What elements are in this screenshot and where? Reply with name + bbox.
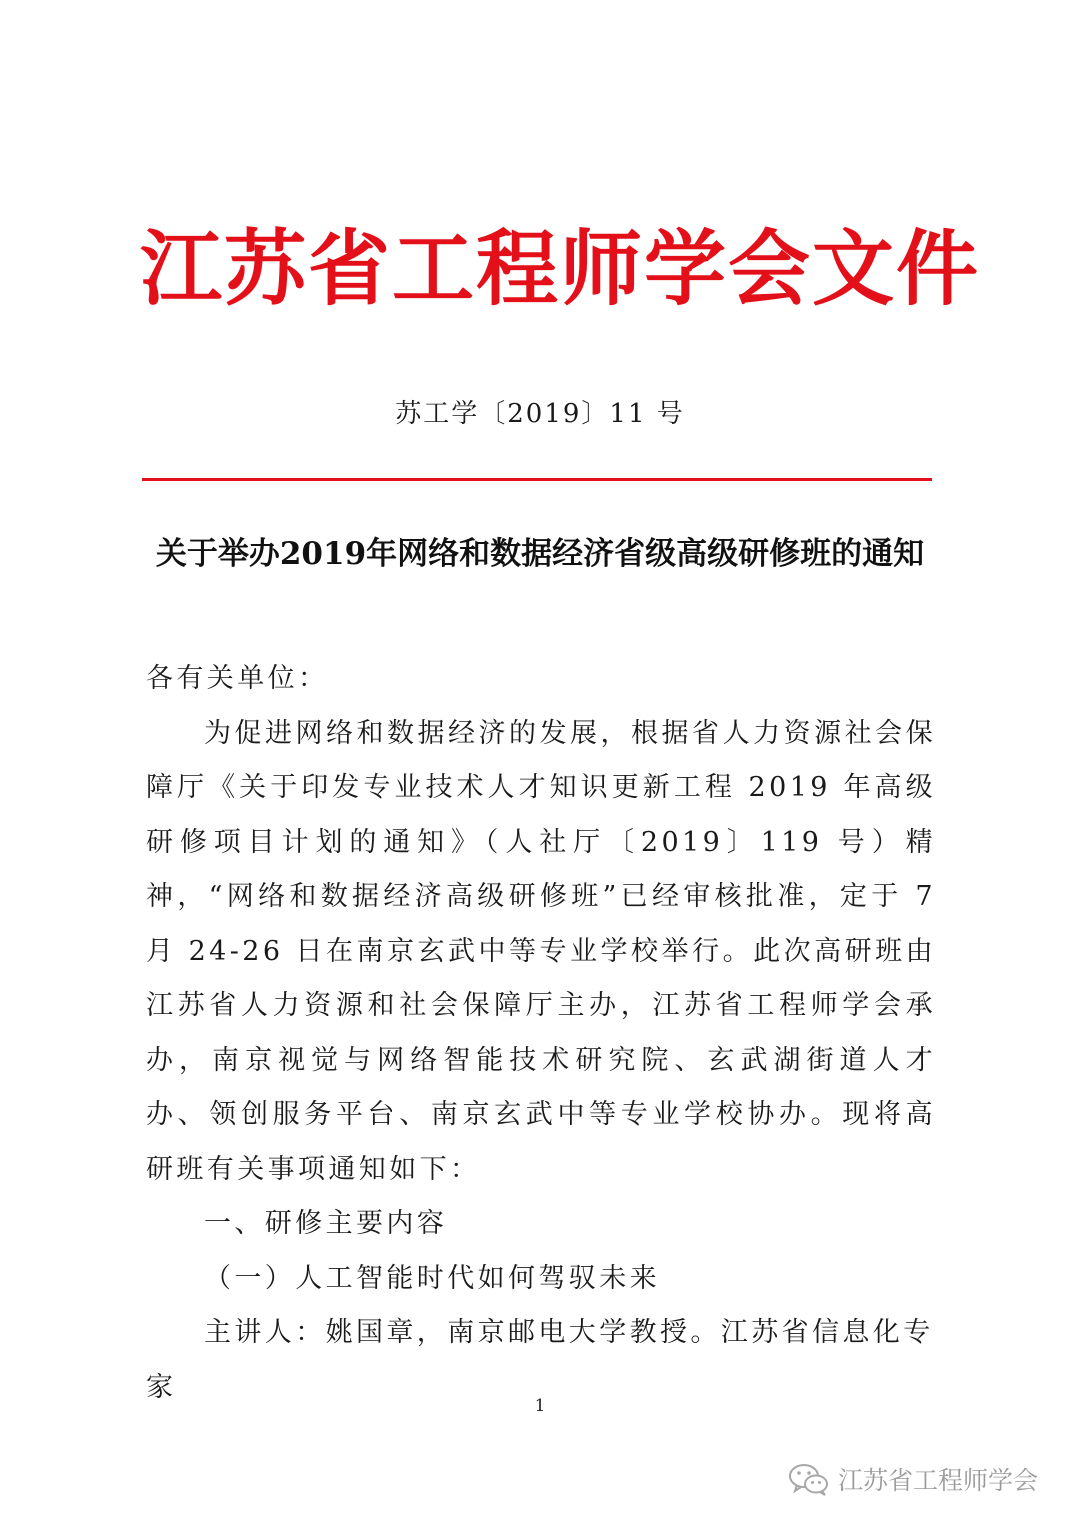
- section-heading: 一、研修主要内容: [204, 1208, 448, 1239]
- red-divider-line: [142, 478, 932, 481]
- wechat-watermark: [788, 1454, 1038, 1504]
- wechat-icon: [788, 1462, 830, 1496]
- subsection-heading: （一）人工智能时代如何驾驭未来: [204, 1262, 660, 1294]
- org-document-title: 江苏省工程师学会文件: [140, 222, 981, 317]
- salutation: 各有关单位：: [146, 663, 329, 694]
- intro-paragraph: 为促进网络和数据经济的发展，根据省人力资源社会保障厅《关于印发专业技术人才知识更新工程 2019 年高级研修项目计划的通知》（人社厅〔2019〕119 号）精神，“网络和数据经济高级研修班”已经审核批准，定于 7 月 24-26 日在南京玄武中等专业学校举行。此次高研班由江苏省人力资源和社会保障厅主办，江苏省工程师学会承办，南京视觉与网络智能技术研究院、玄武湖街道人才办、领创服务平台、南京玄武中等专业学校协办。现将高研班有关事项通知如下：: [146, 717, 936, 1185]
- document-number: 苏工学〔2019〕11 号: [395, 399, 685, 429]
- watermark-text: 江苏省工程师学会: [838, 1466, 1039, 1495]
- speaker-line: 主讲人：姚国章，南京邮电大学教授。江苏省信息化专家: [146, 1317, 934, 1403]
- notice-title: 关于举办2019年网络和数据经济省级高级研修班的通知: [155, 536, 925, 572]
- page-number: 1: [534, 1396, 546, 1416]
- notice-body: [146, 652, 936, 1415]
